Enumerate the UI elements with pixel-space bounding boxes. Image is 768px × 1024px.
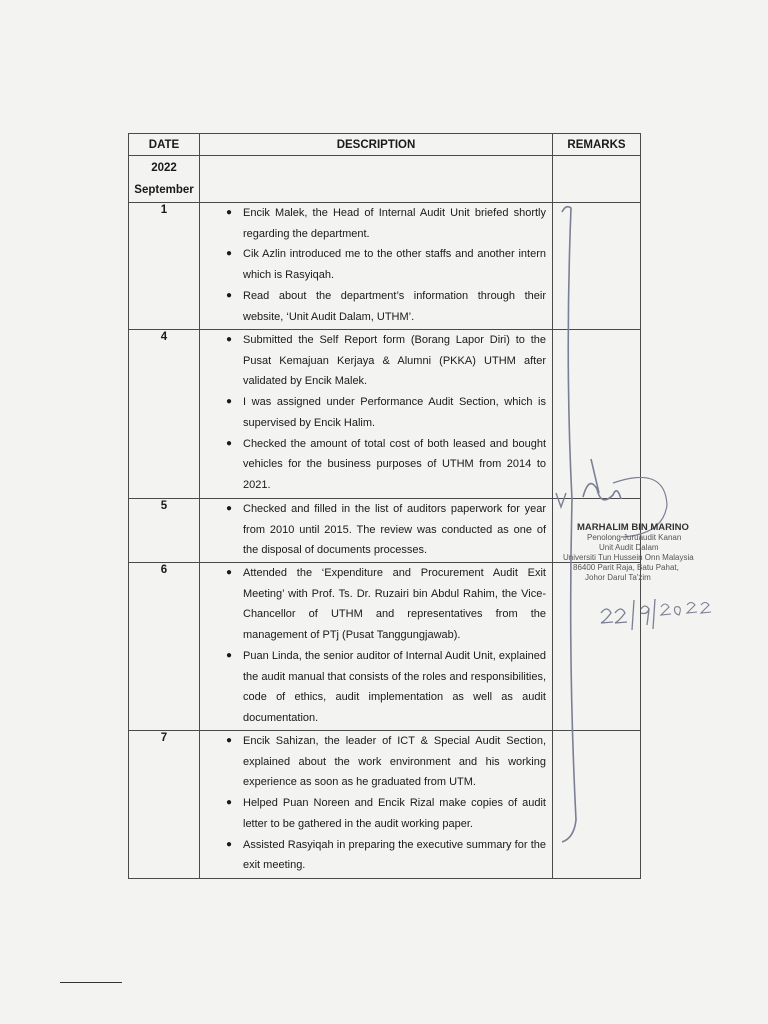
period-month: September xyxy=(134,184,194,196)
stamp-line: Johor Darul Ta'zim xyxy=(585,573,651,582)
description-item: ● Encik Sahizan, the leader of ICT & Special Audit Section, explained about the work environment and his working experience as soon as he graduated from UTM. xyxy=(226,735,546,789)
description-text: Submitted the Self Report form (Borang Lapor Diri) to the Pusat Kemajuan Kerjaya & Alumni (PKKA) UTHM after validated by Encik Malek. xyxy=(243,334,546,388)
description-item: ● Encik Malek, the Head of Internal Audit Unit briefed shortly regarding the department. xyxy=(226,207,546,240)
stamp-name: MARHALIM BIN MARINO xyxy=(577,522,689,533)
description-text: Helped Puan Noreen and Encik Rizal make copies of audit letter to be gathered in the audit working paper. xyxy=(243,797,546,830)
remarks-header: REMARKS xyxy=(553,134,641,156)
day-cell: 4 xyxy=(129,330,200,499)
description-item: ● Checked the amount of total cost of both leased and bought vehicles for the business purposes of UTHM from 2014 to 2021. xyxy=(226,437,546,491)
description-text: I was assigned under Performance Audit Section, which is supervised by Encik Halim. xyxy=(243,396,546,429)
description-text: Encik Malek, the Head of Internal Audit Unit briefed shortly regarding the department. xyxy=(243,207,546,240)
description-item: ● Helped Puan Noreen and Encik Rizal make copies of audit letter to be gathered in the audit working paper. xyxy=(226,797,546,830)
day-cell: 7 xyxy=(129,731,200,879)
description-item: ● Read about the department’s information through their website, ‘Unit Audit Dalam, UTHM’. xyxy=(226,289,546,323)
description-text: Encik Sahizan, the leader of ICT & Special Audit Section, explained about the work environment and his working experience as soon as he graduated from UTM. xyxy=(243,735,546,789)
description-text: Cik Azlin introduced me to the other staffs and another intern which is Rasyiqah. xyxy=(243,248,546,282)
period-year: 2022 xyxy=(151,162,177,174)
handwritten-date xyxy=(555,455,745,645)
stamp-line: 86400 Parit Raja, Batu Pahat, xyxy=(573,563,679,572)
description-item: ● Attended the ‘Expenditure and Procurement Audit Exit Meeting’ with Prof. Ts. Dr. Ruzairi bin Abdul Rahim, the Vice-Chancellor of UTHM and representatives from the management of PTj (Pusat Tanggungjawab). xyxy=(226,567,546,642)
description-text: Puan Linda, the senior auditor of Internal Audit Unit, explained the audit manual that consists of the roles and responsibilities, code of ethics, audit implementation as well as audit documentation. xyxy=(243,649,546,724)
stamp-line: Universiti Tun Hussein Onn Malaysia xyxy=(563,553,694,562)
day-cell: 1 xyxy=(129,203,200,330)
page-footer-rule xyxy=(60,982,122,983)
description-item: ● Cik Azlin introduced me to the other staffs and another intern which is Rasyiqah. xyxy=(226,248,546,282)
description-item: ● Assisted Rasyiqah in preparing the executive summary for the exit meeting. xyxy=(226,838,546,872)
description-item: ● Checked and filled in the list of auditors paperwork for year from 2010 until 2015. The review was conducted as one of the disposal of documents processes. xyxy=(226,503,546,557)
officer-stamp xyxy=(555,455,745,645)
day-cell: 6 xyxy=(129,563,200,731)
description-header: DESCRIPTION xyxy=(200,134,553,156)
stamp-line: Unit Audit Dalam xyxy=(599,543,659,552)
date-header: DATE xyxy=(129,134,200,156)
description-text: Attended the ‘Expenditure and Procurement Audit Exit Meeting’ with Prof. Ts. Dr. Ruzairi bin Abdul Rahim, the Vice-Chancellor of UTHM and representatives from the management of PTj (Pusat Tanggungjawab). xyxy=(243,567,546,642)
stamp-line: Penolong Juruaudit Kanan xyxy=(587,533,682,542)
description-item: ● Submitted the Self Report form (Borang Lapor Diri) to the Pusat Kemajuan Kerjaya & Alumni (PKKA) UTHM after validated by Encik Malek. xyxy=(226,334,546,388)
description-text: Checked the amount of total cost of both leased and bought vehicles for the business purposes of UTHM from 2014 to 2021. xyxy=(243,437,546,491)
description-text: Checked and filled in the list of auditors paperwork for year from 2010 until 2015. The review was conducted as one of the disposal of documents processes. xyxy=(243,503,546,557)
description-text: Read about the department’s information through their website, ‘Unit Audit Dalam, UTHM’. xyxy=(243,289,546,323)
description-text: Assisted Rasyiqah in preparing the executive summary for the exit meeting. xyxy=(243,838,546,872)
description-item: ● Puan Linda, the senior auditor of Internal Audit Unit, explained the audit manual that consists of the roles and responsibilities, code of ethics, audit implementation as well as audit documentation. xyxy=(226,649,546,724)
description-item: ● I was assigned under Performance Audit Section, which is supervised by Encik Halim. xyxy=(226,396,546,429)
day-cell: 5 xyxy=(129,499,200,563)
